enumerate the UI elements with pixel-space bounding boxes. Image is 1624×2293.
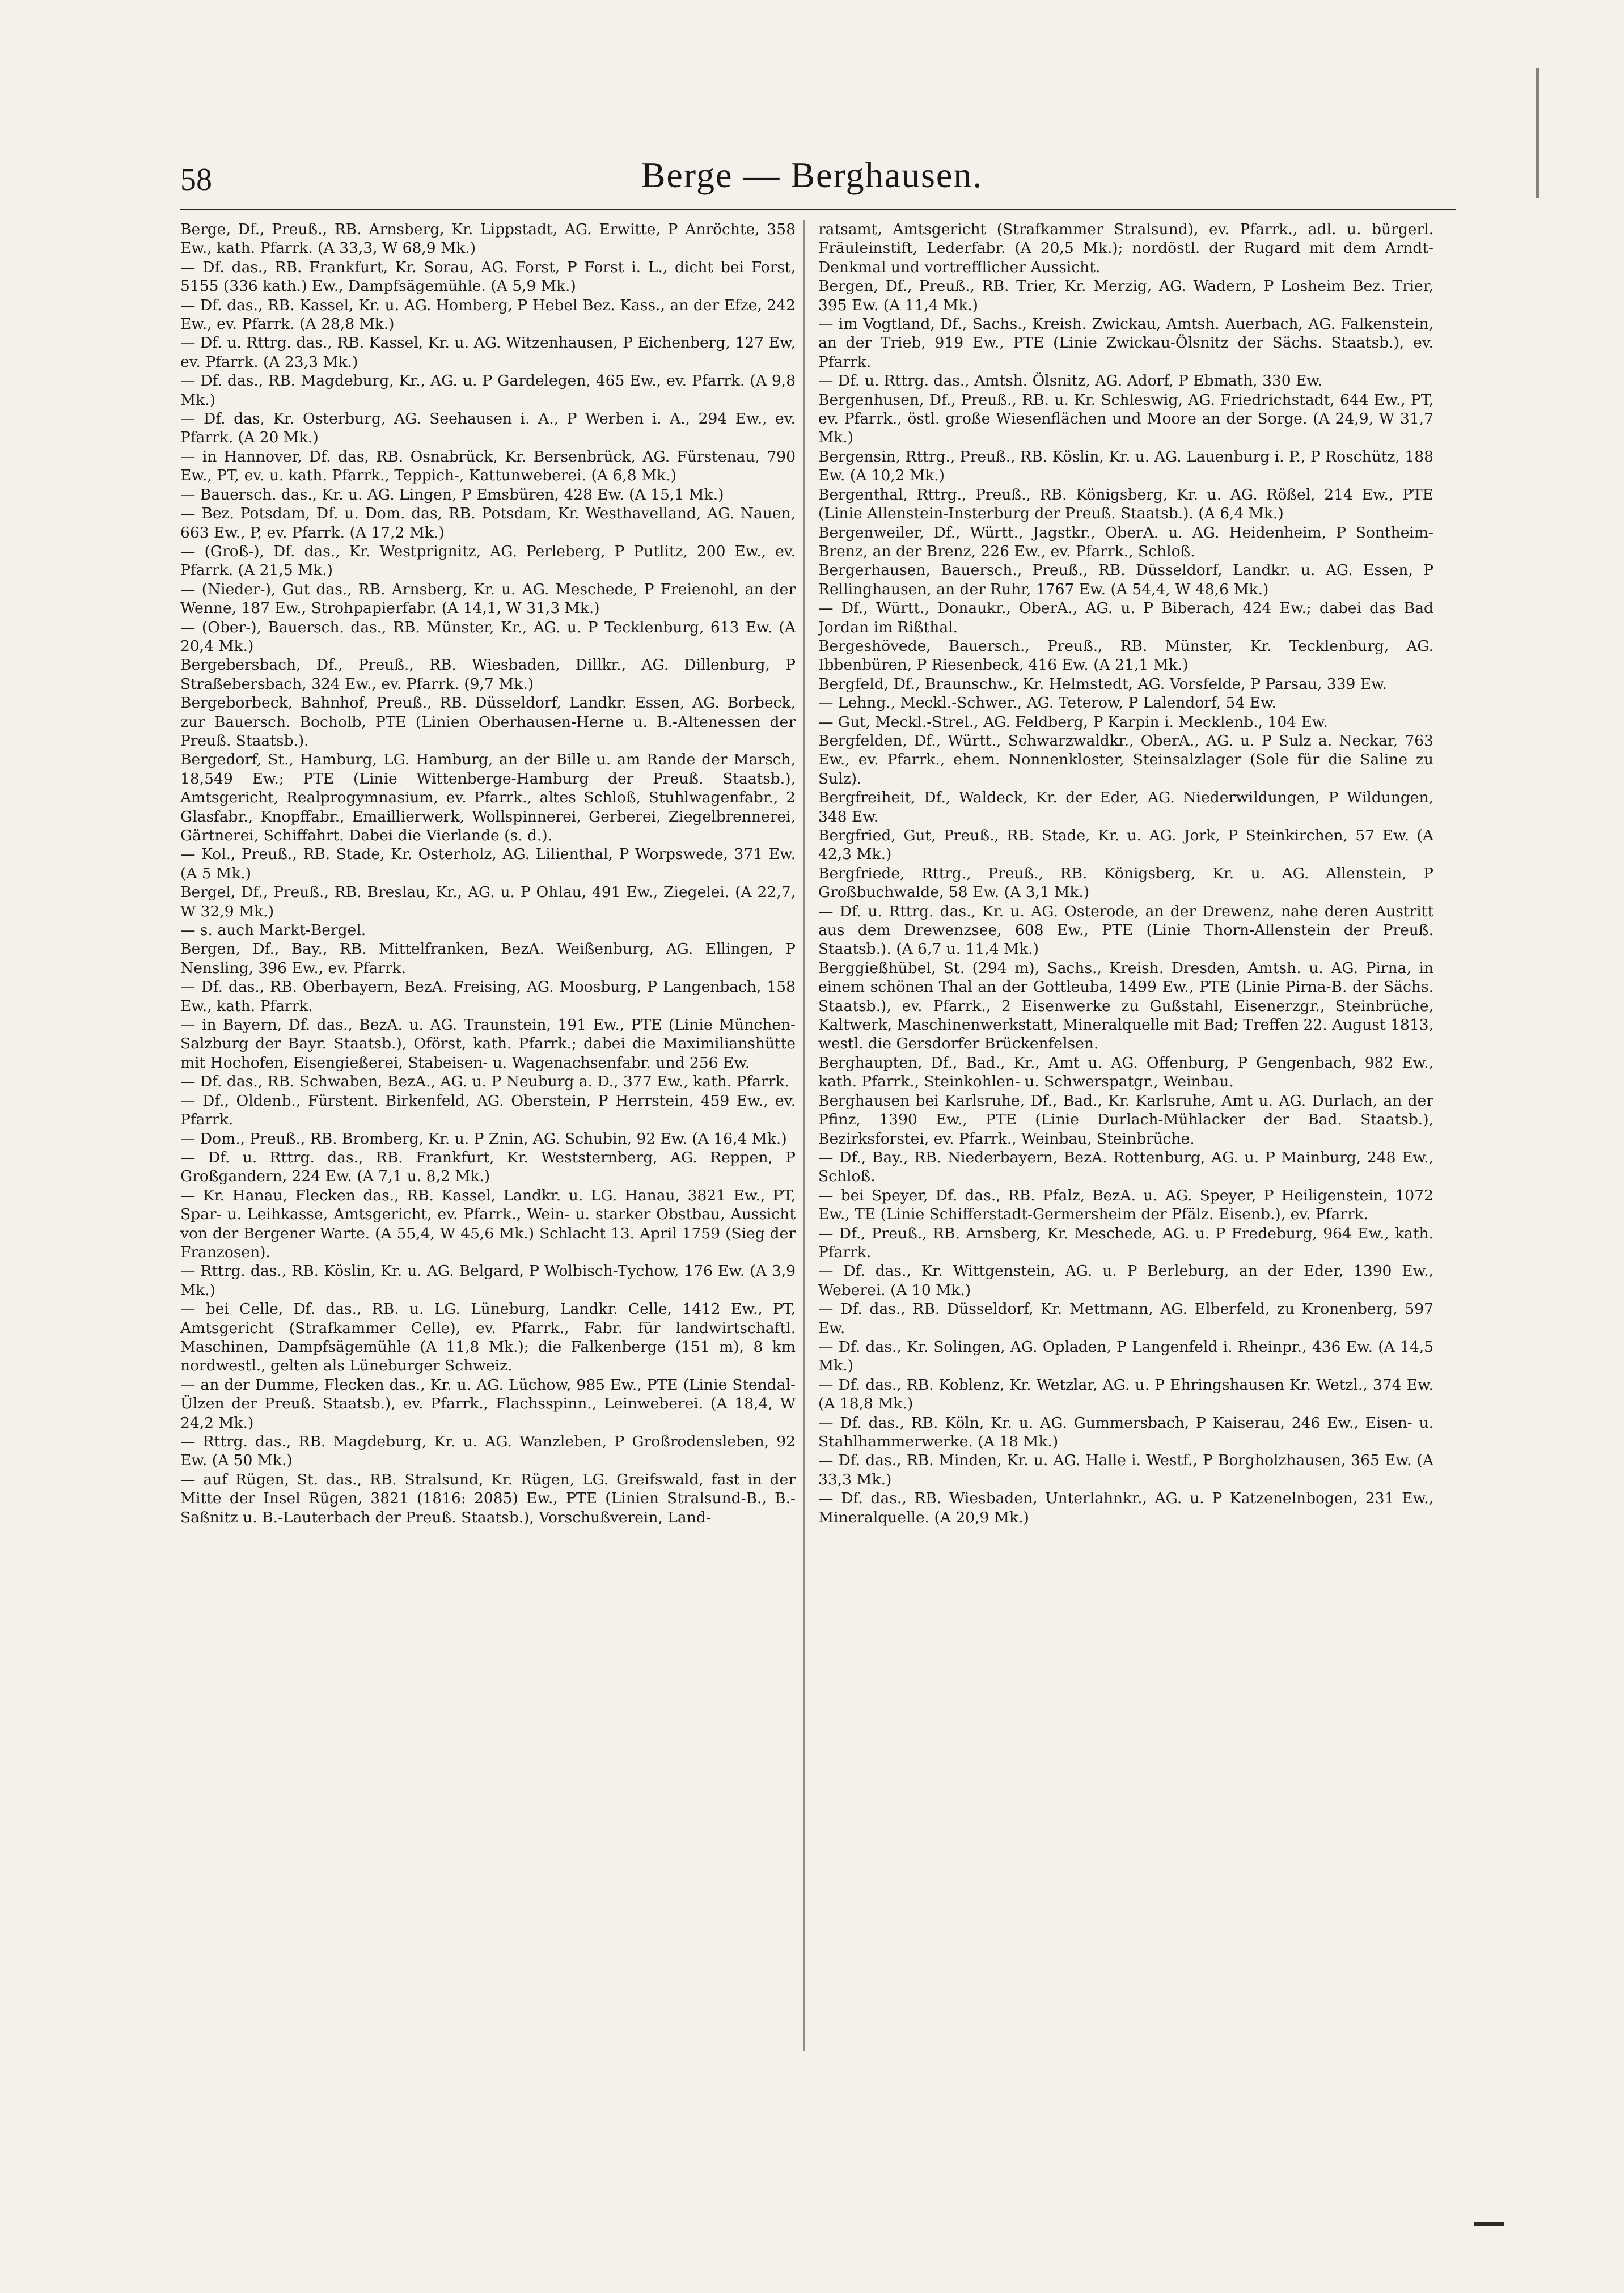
- dictionary-entry: Bergensin, Rttrg., Preuß., RB. Köslin, Kr. u. AG. Lauenburg i. P., P Roschütz, 188 Ew. (A 10,2 Mk.): [818, 447, 1433, 485]
- dictionary-entry: — Df. u. Rttrg. das., Kr. u. AG. Osterode, an der Drewenz, nahe deren Austritt aus dem Drewenzsee, 608 Ew., PTE (Linie Thorn-Allenstein der Preuß. Staatsb.). (A 6,7 u. 11,4 Mk.): [818, 902, 1433, 958]
- dictionary-entry: — s. auch Markt-Bergel.: [180, 921, 366, 940]
- dictionary-entry: — bei Speyer, Df. das., RB. Pfalz, BezA. u. AG. Speyer, P Heiligenstein, 1072 Ew., TE (Linie Schifferstadt-Germersheim der Pfälz. Eisenb.), ev. Pfarrk.: [818, 1186, 1433, 1224]
- dictionary-entry: — Df. das, Kr. Osterburg, AG. Seehausen i. A., P Werben i. A., 294 Ew., ev. Pfarrk. (A 20 Mk.): [180, 410, 796, 447]
- dictionary-entry: — Df. u. Rttrg. das., RB. Frankfurt, Kr. Weststernberg, AG. Reppen, P Großgandern, 224 Ew. (A 7,1 u. 8,2 Mk.): [180, 1148, 796, 1186]
- dictionary-entry: — Df. das., RB. Kassel, Kr. u. AG. Homberg, P Hebel Bez. Kass., an der Efze, 242 Ew., ev. Pfarrk. (A 28,8 Mk.): [180, 296, 796, 333]
- dictionary-entry: — Dom., Preuß., RB. Bromberg, Kr. u. P Znin, AG. Schubin, 92 Ew. (A 16,4 Mk.): [180, 1129, 787, 1148]
- dictionary-entry: — Df. das., RB. Wiesbaden, Unterlahnkr., AG. u. P Katzenelnbogen, 231 Ew., Mineralquelle. (A 20,9 Mk.): [818, 1490, 1433, 1526]
- column-divider: [803, 220, 805, 2051]
- dictionary-entry: — in Bayern, Df. das., BezA. u. AG. Traunstein, 191 Ew., PTE (Linie München-Salzburg der Bayr. Staatsb.), Oförst, kath. Pfarrk.; dabei die Maximilianshütte mit Hochofen, Eisengießerei, Stabeisen- u. Wagenachsenfabr. und 256 Ew.: [180, 1016, 796, 1072]
- dictionary-entry: — Rttrg. das., RB. Magdeburg, Kr. u. AG. Wanzleben, P Großrodensleben, 92 Ew. (A 50 Mk.): [180, 1433, 796, 1470]
- dictionary-entry: Bergfreiheit, Df., Waldeck, Kr. der Eder, AG. Niederwildungen, P Wildungen, 348 Ew.: [818, 789, 1433, 826]
- dictionary-entry: — Kol., Preuß., RB. Stade, Kr. Osterholz, AG. Lilienthal, P Worpswede, 371 Ew. (A 5 Mk.): [180, 845, 796, 882]
- dictionary-entry: — Df. u. Rttrg. das., Amtsh. Ölsnitz, AG. Adorf, P Ebmath, 330 Ew.: [818, 372, 1323, 390]
- dictionary-entry: Bergfeld, Df., Braunschw., Kr. Helmstedt, AG. Vorsfelde, P Parsau, 339 Ew.: [818, 675, 1388, 693]
- dictionary-entry: Bergfriede, Rttrg., Preuß., RB. Königsberg, Kr. u. AG. Allenstein, P Großbuchwalde, 58 Ew. (A 3,1 Mk.): [818, 864, 1433, 902]
- dictionary-entry: Bergfried, Gut, Preuß., RB. Stade, Kr. u. AG. Jork, P Steinkirchen, 57 Ew. (A 42,3 Mk.): [818, 827, 1433, 864]
- dictionary-entry: Bergedorf, St., Hamburg, LG. Hamburg, an der Bille u. am Rande der Marsch, 18,549 Ew.; PTE (Linie Wittenberge-Hamburg der Preuß. Staatsb.), Amtsgericht, Realprogymnasium, ev. Pfarrk., altes Schloß, Stuhlwagenfabr., 2 Glasfabr., Knopffabr., Emaillierwerk, Wollspinnerei, Gerberei, Ziegelbrennerei, Gärtnerei, Schiffahrt. Dabei die Vierlande (s. d.).: [180, 751, 796, 844]
- dictionary-entry: — in Hannover, Df. das, RB. Osnabrück, Kr. Bersenbrück, AG. Fürstenau, 790 Ew., PT, ev. u. kath. Pfarrk., Teppich-, Kattunweberei. (A 6,8 Mk.): [180, 447, 796, 485]
- dictionary-entry: Bergel, Df., Preuß., RB. Breslau, Kr., AG. u. P Ohlau, 491 Ew., Ziegelei. (A 22,7, W 32,9 Mk.): [180, 883, 796, 920]
- dictionary-entry: Bergenhusen, Df., Preuß., RB. u. Kr. Schleswig, AG. Friedrichstadt, 644 Ew., PT, ev. Pfarrk., östl. große Wiesenflächen und Moore an der Sorge. (A 24,9, W 31,7 Mk.): [818, 391, 1433, 447]
- dictionary-entry: — Df. das., Kr. Solingen, AG. Opladen, P Langenfeld i. Rheinpr., 436 Ew. (A 14,5 Mk.): [818, 1338, 1433, 1375]
- dictionary-entry: — (Ober-), Bauersch. das., RB. Münster, Kr., AG. u. P Tecklenburg, 613 Ew. (A 20,4 Mk.): [180, 618, 796, 655]
- dictionary-entry: — Df. das., RB. Frankfurt, Kr. Sorau, AG. Forst, P Forst i. L., dicht bei Forst, 5155 (336 kath.) Ew., Dampfsägemühle. (A 5,9 Mk.): [180, 258, 796, 295]
- dictionary-entry: Berge, Df., Preuß., RB. Arnsberg, Kr. Lippstadt, AG. Erwitte, P Anröchte, 358 Ew., kath. Pfarrk. (A 33,3, W 68,9 Mk.): [180, 221, 796, 257]
- dictionary-entry: Bergenweiler, Df., Württ., Jagstkr., OberA. u. AG. Heidenheim, P Sontheim-Brenz, an der Brenz, 226 Ew., ev. Pfarrk., Schloß.: [818, 523, 1433, 560]
- dictionary-entry: Bergerhausen, Bauersch., Preuß., RB. Düsseldorf, Landkr. u. AG. Essen, P Rellinghausen, an der Ruhr, 1767 Ew. (A 54,4, W 48,6 Mk.): [818, 561, 1433, 598]
- right-column: [818, 220, 1433, 2057]
- dictionary-entry: Bergebersbach, Df., Preuß., RB. Wiesbaden, Dillkr., AG. Dillenburg, P Straßebersbach, 324 Ew., ev. Pfarrk. (9,7 Mk.): [180, 656, 796, 693]
- dictionary-entry: — Df., Württ., Donaukr., OberA., AG. u. P Biberach, 424 Ew.; dabei das Bad Jordan im Rißthal.: [818, 599, 1433, 636]
- running-title: Berge — Berghausen.: [641, 155, 983, 195]
- dictionary-entry: Bergen, Df., Bay., RB. Mittelfranken, BezA. Weißenburg, AG. Ellingen, P Nensling, 396 Ew., ev. Pfarrk.: [180, 940, 796, 977]
- dictionary-entry: — (Groß-), Df. das., Kr. Westprignitz, AG. Perleberg, P Putlitz, 200 Ew., ev. Pfarrk. (A 21,5 Mk.): [180, 542, 796, 579]
- dictionary-entry: Bergeshövede, Bauersch., Preuß., RB. Münster, Kr. Tecklenburg, AG. Ibbenbüren, P Riesenbeck, 416 Ew. (A 21,1 Mk.): [818, 637, 1433, 674]
- dictionary-entry: — Df. das., RB. Düsseldorf, Kr. Mettmann, AG. Elberfeld, zu Kronenberg, 597 Ew.: [818, 1300, 1433, 1337]
- scan-dash-mark: [1474, 2222, 1504, 2226]
- dictionary-entry: — Df. das., RB. Schwaben, BezA., AG. u. P Neuburg a. D., 377 Ew., kath. Pfarrk.: [180, 1073, 789, 1091]
- page-number: 58: [180, 162, 212, 197]
- dictionary-entry: ratsamt, Amtsgericht (Strafkammer Stralsund), ev. Pfarrk., adl. u. bürgerl. Fräuleinstift, Lederfabr. (A 20,5 Mk.); nordöstl. der Rugard mit dem Arndt-Denkmal und vortrefflicher Aussicht.: [818, 221, 1433, 276]
- dictionary-entry: — Bauersch. das., Kr. u. AG. Lingen, P Emsbüren, 428 Ew. (A 15,1 Mk.): [180, 485, 724, 504]
- dictionary-entry: — Df. u. Rttrg. das., RB. Kassel, Kr. u. AG. Witzenhausen, P Eichenberg, 127 Ew, ev. Pfarrk. (A 23,3 Mk.): [180, 334, 796, 371]
- dictionary-entry: — Df., Preuß., RB. Arnsberg, Kr. Meschede, AG. u. P Fredeburg, 964 Ew., kath. Pfarrk.: [818, 1224, 1433, 1261]
- dictionary-entry: — (Nieder-), Gut das., RB. Arnsberg, Kr. u. AG. Meschede, P Freienohl, an der Wenne, 187 Ew., Strohpapierfabr. (A 14,1, W 31,3 Mk.): [180, 580, 796, 617]
- dictionary-entry: Bergfelden, Df., Württ., Schwarzwaldkr., OberA., AG. u. P Sulz a. Neckar, 763 Ew., ev. Pfarrk., ehem. Nonnenkloster, Steinsalzlager (Sole für die Saline zu Sulz).: [818, 731, 1433, 788]
- dictionary-entry: — Df. das., RB. Oberbayern, BezA. Freising, AG. Moosburg, P Langenbach, 158 Ew., kath. Pfarrk.: [180, 978, 796, 1015]
- dictionary-entry: Berghausen bei Karlsruhe, Df., Bad., Kr. Karlsruhe, Amt u. AG. Durlach, an der Pfinz, 1390 Ew., PTE (Linie Durlach-Mühlacker der Bad. Staatsb.), Bezirksforstei, ev. Pfarrk., Weinbau, Steinbrüche.: [818, 1091, 1433, 1148]
- dictionary-entry: Berghaupten, Df., Bad., Kr., Amt u. AG. Offenburg, P Gengenbach, 982 Ew., kath. Pfarrk., Steinkohlen- u. Schwerspatgr., Weinbau.: [818, 1054, 1433, 1091]
- dictionary-entry: — Df. das., RB. Köln, Kr. u. AG. Gummersbach, P Kaiserau, 246 Ew., Eisen- u. Stahlhammerwerke. (A 18 Mk.): [818, 1414, 1433, 1450]
- header-rule: [180, 209, 1456, 210]
- dictionary-entry: — Df., Oldenb., Fürstent. Birkenfeld, AG. Oberstein, P Herrstein, 459 Ew., ev. Pfarrk.: [180, 1091, 796, 1129]
- dictionary-entry: — auf Rügen, St. das., RB. Stralsund, Kr. Rügen, LG. Greifswald, fast in der Mitte der Insel Rügen, 3821 (1816: 2085) Ew., PTE (Linien Stralsund-B., B.-Saßnitz u. B.-Lauterbach der Preuß. Staatsb.), Vorschußverein, Land-: [180, 1470, 796, 1526]
- dictionary-entry: — Kr. Hanau, Flecken das., RB. Kassel, Landkr. u. LG. Hanau, 3821 Ew., PT, Spar- u. Leihkasse, Amtsgericht, ev. Pfarrk., Wein- u. starker Obstbau, Aussicht von der Bergener Warte. (A 55,4, W 45,6 Mk.) Schlacht 13. April 1759 (Sieg der Franzosen).: [180, 1186, 796, 1261]
- dictionary-entry: — Rttrg. das., RB. Köslin, Kr. u. AG. Belgard, P Wolbisch-Tychow, 176 Ew. (A 3,9 Mk.): [180, 1262, 796, 1299]
- dictionary-entry: — Lehng., Meckl.-Schwer., AG. Teterow, P Lalendorf, 54 Ew.: [818, 694, 1277, 712]
- dictionary-entry: — Bez. Potsdam, Df. u. Dom. das, RB. Potsdam, Kr. Westhavelland, AG. Nauen, 663 Ew., P, ev. Pfarrk. (A 17,2 Mk.): [180, 505, 796, 541]
- dictionary-entry: Bergenthal, Rttrg., Preuß., RB. Königsberg, Kr. u. AG. Rößel, 214 Ew., PTE (Linie Allenstein-Insterburg der Preuß. Staatsb.). (A 6,4 Mk.): [818, 485, 1433, 523]
- dictionary-entry: — bei Celle, Df. das., RB. u. LG. Lüneburg, Landkr. Celle, 1412 Ew., PT, Amtsgericht (Strafkammer Celle), ev. Pfarrk., Fabr. für landwirtschaftl. Maschinen, Dampfsägemühle (A 11,8 Mk.); die Falkenberge (151 m), 8 km nordwestl., gelten als Lüneburger Schweiz.: [180, 1300, 796, 1375]
- dictionary-entry: — Df. das., RB. Minden, Kr. u. AG. Halle i. Westf., P Borgholzhausen, 365 Ew. (A 33,3 Mk.): [818, 1452, 1433, 1488]
- dictionary-entry: — an der Dumme, Flecken das., Kr. u. AG. Lüchow, 985 Ew., PTE (Linie Stendal-Ülzen der Preuß. Staatsb.), ev. Pfarrk., Flachsspinn., Leinweberei. (A 18,4, W 24,2 Mk.): [180, 1376, 796, 1432]
- dictionary-entry: — im Vogtland, Df., Sachs., Kreish. Zwickau, Amtsh. Auerbach, AG. Falkenstein, an der Trieb, 919 Ew., PTE (Linie Zwickau-Ölsnitz der Sächs. Staatsb.), ev. Pfarrk.: [818, 315, 1433, 371]
- dictionary-entry: Bergen, Df., Preuß., RB. Trier, Kr. Merzig, AG. Wadern, P Losheim Bez. Trier, 395 Ew. (A 11,4 Mk.): [818, 277, 1433, 314]
- dictionary-entry: Berggießhübel, St. (294 m), Sachs., Kreish. Dresden, Amtsh. u. AG. Pirna, in einem schönen Thal an der Gottleuba, 1499 Ew., PTE (Linie Pirna-B. der Sächs. Staatsb.), ev. Pfarrk., 2 Eisenwerke zu Gußstahl, Eisenerzgr., Steinbrüche, Kaltwerk, Maschinenwerkstatt, Mineralquelle mit Bad; Treffen 22. August 1813, westl. die Gersdorfer Brückenfelsen.: [818, 959, 1433, 1053]
- left-column: [180, 220, 796, 2057]
- dictionary-entry: — Df. das., Kr. Wittgenstein, AG. u. P Berleburg, an der Eder, 1390 Ew., Weberei. (A 10 Mk.): [818, 1262, 1433, 1299]
- dictionary-entry: Bergeborbeck, Bahnhof, Preuß., RB. Düsseldorf, Landkr. Essen, AG. Borbeck, zur Bauersch. Bocholb, PTE (Linien Oberhausen-Herne u. B.-Altenessen der Preuß. Staatsb.).: [180, 694, 796, 750]
- dictionary-entry: — Gut, Meckl.-Strel., AG. Feldberg, P Karpin i. Mecklenb., 104 Ew.: [818, 713, 1328, 731]
- dictionary-entry: — Df. das., RB. Magdeburg, Kr., AG. u. P Gardelegen, 465 Ew., ev. Pfarrk. (A 9,8 Mk.): [180, 372, 796, 409]
- dictionary-entry: — Df., Bay., RB. Niederbayern, BezA. Rottenburg, AG. u. P Mainburg, 248 Ew., Schloß.: [818, 1148, 1433, 1186]
- dictionary-entry: — Df. das., RB. Koblenz, Kr. Wetzlar, AG. u. P Ehringshausen Kr. Wetzl., 374 Ew. (A 18,8 Mk.): [818, 1376, 1433, 1413]
